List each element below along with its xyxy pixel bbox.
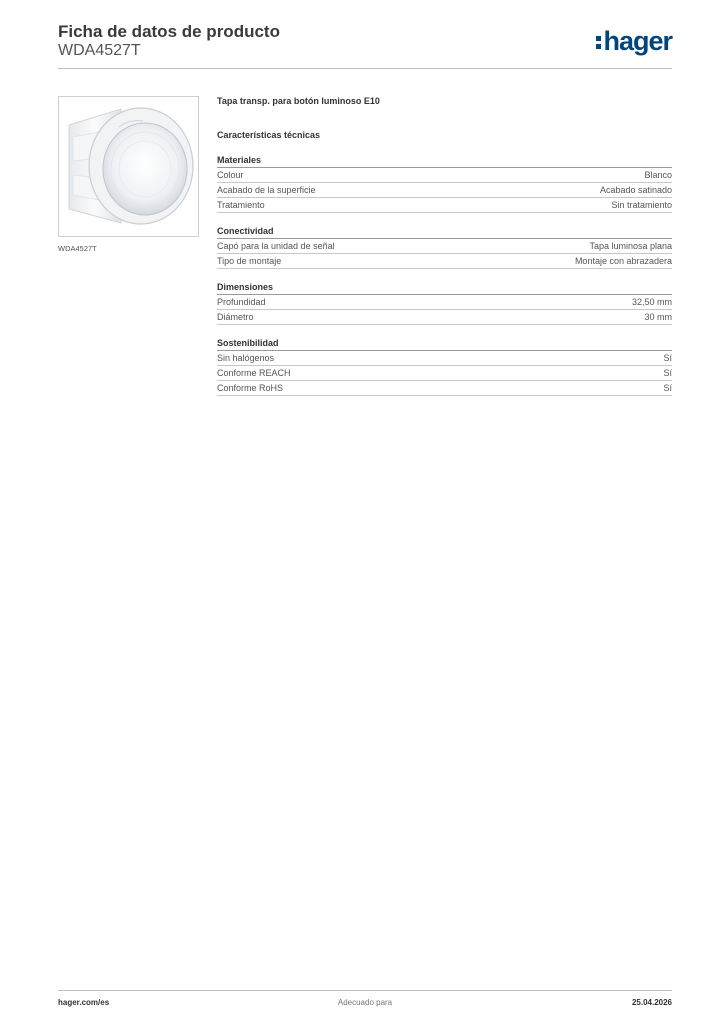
footer-center-text: Adecuado para	[337, 998, 393, 1007]
spec-row	[217, 351, 672, 366]
spec-row	[217, 295, 672, 310]
logo-text: hager	[603, 25, 672, 56]
spec-label: Conforme RoHS	[217, 383, 284, 393]
header-divider	[58, 68, 672, 69]
spec-row	[217, 198, 672, 213]
spec-value: Montaje con abrazadera	[574, 256, 672, 266]
spec-row	[217, 381, 672, 396]
spec-label: Colour	[217, 170, 244, 180]
tech-characteristics-heading: Características técnicas	[217, 130, 321, 140]
spec-value: Acabado satinado	[599, 185, 672, 195]
spec-value: 30 mm	[644, 312, 672, 322]
spec-row	[217, 366, 672, 381]
spec-row	[217, 183, 672, 198]
website-link[interactable]: hager.com/es	[58, 998, 110, 1007]
spec-label: Sin halógenos	[217, 353, 275, 363]
spec-label: Profundidad	[217, 297, 266, 307]
footer-date: 25.04.2026	[631, 998, 672, 1007]
spec-section-sostenibilidad	[217, 337, 672, 396]
spec-section-conectividad	[217, 225, 672, 269]
spec-value: Sí	[663, 383, 672, 393]
spec-label: Tratamiento	[217, 200, 265, 210]
footer-divider	[58, 990, 672, 991]
spec-value: Sin tratamiento	[611, 200, 672, 210]
spec-section-dimensiones	[217, 281, 672, 325]
spec-value: Sí	[663, 368, 672, 378]
product-code: WDA4527T	[58, 42, 141, 59]
section-title: Conectividad	[217, 225, 672, 239]
product-image	[58, 96, 199, 237]
product-description: Tapa transp. para botón luminoso E10	[217, 96, 380, 106]
hager-logo	[596, 24, 672, 58]
spec-label: Diámetro	[217, 312, 254, 322]
spec-row	[217, 168, 672, 183]
spec-label: Conforme REACH	[217, 368, 291, 378]
section-title: Dimensiones	[217, 281, 672, 295]
document-title: Ficha de datos de producto	[58, 22, 280, 41]
spec-label: Acabado de la superficie	[217, 185, 316, 195]
transparent-cap-icon	[59, 97, 198, 236]
spec-value: Sí	[663, 353, 672, 363]
page-header	[58, 20, 672, 68]
spec-value: Blanco	[644, 170, 672, 180]
spec-label: Tipo de montaje	[217, 256, 282, 266]
section-title: Sostenibilidad	[217, 337, 672, 351]
logo-dots-icon	[596, 36, 601, 49]
image-caption: WDA4527T	[58, 244, 97, 253]
spec-row	[217, 310, 672, 325]
spec-section-materiales	[217, 154, 672, 213]
section-title: Materiales	[217, 154, 672, 168]
product-specs	[217, 94, 672, 396]
page-footer	[58, 998, 672, 1010]
spec-value: Tapa luminosa plana	[589, 241, 672, 251]
spec-label: Capó para la unidad de señal	[217, 241, 335, 251]
spec-row	[217, 239, 672, 254]
spec-value: 32,50 mm	[631, 297, 672, 307]
spec-row	[217, 254, 672, 269]
